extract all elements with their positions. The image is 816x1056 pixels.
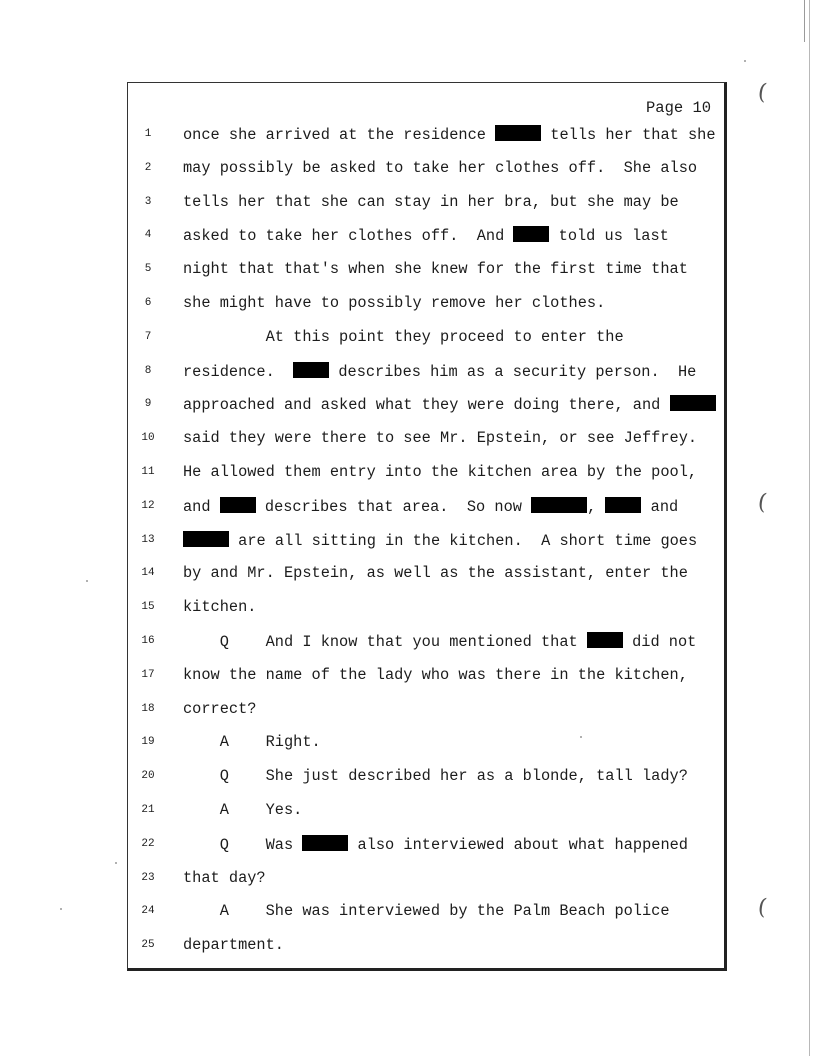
text-segment: approached and asked what they were doing there, and: [183, 396, 670, 415]
transcript-line: [0, 424, 816, 458]
text-segment: A Yes.: [183, 801, 303, 819]
text-segment: told us last: [549, 227, 669, 246]
line-number: 18: [141, 702, 155, 715]
transcript-line: [0, 559, 816, 593]
scan-edge-mark: [804, 0, 805, 42]
margin-mark: (: [756, 894, 769, 921]
scan-speck: [580, 736, 582, 738]
line-number: 22: [141, 837, 155, 850]
line-text: [183, 395, 716, 414]
margin-mark: (: [756, 79, 769, 106]
transcript-line: [0, 796, 816, 830]
redaction-box: [293, 362, 329, 378]
redaction-box: [513, 226, 549, 242]
text-segment: residence.: [183, 362, 294, 381]
text-segment: At this point they proceed to enter the: [183, 327, 624, 346]
transcript-line: [0, 931, 816, 965]
line-number: 21: [141, 804, 155, 816]
line-text: [183, 193, 679, 211]
text-segment: A Right.: [183, 733, 321, 752]
transcript-line: [0, 661, 816, 695]
line-number: 10: [141, 432, 155, 445]
line-number: 9: [144, 398, 152, 411]
line-text: [183, 531, 697, 550]
transcript-line: [0, 762, 816, 796]
text-segment: she might have to possibly remove her clothes.: [183, 294, 606, 312]
line-number: 15: [141, 601, 155, 614]
line-text: [183, 564, 688, 582]
line-text: [183, 294, 605, 312]
line-number: 4: [144, 229, 152, 242]
transcript-line: [0, 357, 816, 391]
transcript-line: [0, 458, 816, 492]
transcript-line: [0, 830, 816, 864]
line-number: 2: [144, 161, 152, 174]
text-segment: once she arrived at the residence: [183, 126, 496, 144]
redaction-box: [605, 497, 641, 513]
line-text: [183, 159, 697, 177]
line-text: [183, 700, 256, 718]
transcript-line: [0, 255, 816, 289]
scan-speck: [60, 908, 62, 910]
text-segment: kitchen.: [183, 598, 257, 617]
line-text: [183, 869, 266, 887]
transcript-line: [0, 894, 816, 931]
redaction-box: [587, 632, 623, 648]
transcript-line: [0, 323, 816, 357]
line-number: 23: [141, 871, 155, 884]
line-number: 8: [144, 364, 152, 377]
margin-mark: (: [756, 489, 769, 516]
text-segment: asked to take her clothes off. And: [183, 227, 514, 246]
text-segment: Q Was: [183, 835, 303, 854]
text-segment: know the name of the lady who was there in the kitchen,: [183, 665, 688, 684]
text-segment: by and Mr. Epstein, as well as the assistant, enter the: [183, 564, 688, 583]
transcript-line: [0, 864, 816, 898]
transcript-line: [0, 289, 816, 323]
text-segment: are all sitting in the kitchen. A short time goes: [229, 531, 698, 550]
transcript-line: [0, 188, 816, 222]
text-segment: describes that area. So now: [255, 497, 532, 516]
transcript-line: [0, 728, 816, 762]
text-segment: He allowed them entry into the kitchen area by the pool,: [183, 463, 698, 481]
line-number: 17: [141, 668, 155, 681]
line-text: [183, 835, 688, 854]
text-segment: tells her that she: [541, 126, 716, 144]
transcript-line: [0, 695, 816, 729]
transcript-line: [0, 526, 816, 560]
transcript-line: [0, 390, 816, 424]
text-segment: may possibly be asked to take her clothes off. She also: [183, 158, 698, 177]
text-segment: A She was interviewed by the Palm Beach police: [183, 902, 670, 921]
line-text: [183, 125, 716, 144]
transcript-line: [0, 221, 816, 255]
line-text: [183, 362, 696, 381]
line-text: [183, 226, 669, 245]
line-number: 5: [144, 263, 152, 276]
line-text: [183, 666, 688, 684]
redaction-box: [670, 395, 716, 411]
text-segment: also interviewed about what happened: [348, 835, 688, 854]
text-segment: department.: [183, 936, 284, 955]
line-text: [183, 733, 321, 751]
text-segment: and: [183, 497, 220, 516]
page-number: Page 10: [646, 99, 712, 117]
line-number: 13: [141, 533, 155, 546]
text-segment: that day?: [183, 868, 266, 887]
line-text: [183, 598, 256, 616]
line-number: 25: [141, 939, 155, 952]
line-number: 20: [141, 770, 155, 783]
text-segment: correct?: [183, 699, 257, 718]
line-number: 12: [141, 499, 155, 512]
line-number: 11: [141, 466, 155, 478]
transcript-line: [0, 627, 816, 661]
scan-speck: [86, 580, 88, 582]
redaction-box: [183, 531, 229, 547]
line-number: 7: [144, 330, 152, 343]
redaction-box: [302, 835, 348, 851]
line-text: [183, 463, 697, 481]
line-number: 1: [144, 128, 152, 140]
redaction-box: [531, 497, 587, 513]
text-segment: and: [641, 497, 679, 516]
transcript-line: [0, 154, 816, 188]
text-segment: said they were there to see Mr. Epstein, or see Jeffrey.: [183, 429, 698, 448]
transcript-line: [0, 120, 816, 154]
line-text: [183, 767, 688, 785]
text-segment: ,: [587, 497, 606, 516]
line-text: [183, 632, 696, 651]
line-number: 14: [141, 567, 155, 580]
line-text: [183, 429, 697, 447]
line-text: [183, 328, 624, 346]
text-segment: tells her that she can stay in her bra, but she may be: [183, 192, 679, 211]
line-text: [183, 260, 688, 278]
line-number: 16: [141, 635, 155, 647]
text-segment: Q She just described her as a blonde, tall lady?: [183, 767, 688, 786]
text-segment: describes him as a security person. He: [329, 362, 697, 381]
scan-speck: [744, 60, 746, 62]
line-number: 24: [141, 905, 155, 918]
redaction-box: [220, 497, 256, 513]
text-segment: night that that's when she knew for the first time that: [183, 260, 688, 279]
line-text: [183, 801, 302, 819]
transcript-line: [0, 593, 816, 627]
line-number: 19: [141, 736, 155, 749]
line-text: [183, 936, 284, 954]
transcript-line: [0, 489, 816, 526]
text-segment: did not: [622, 633, 697, 651]
line-text: [183, 902, 670, 920]
line-number: 3: [144, 195, 152, 208]
line-number: 6: [144, 297, 152, 309]
redaction-box: [495, 125, 541, 141]
scan-speck: [115, 862, 117, 864]
line-text: [183, 497, 678, 516]
text-segment: Q And I know that you mentioned that: [183, 633, 587, 651]
